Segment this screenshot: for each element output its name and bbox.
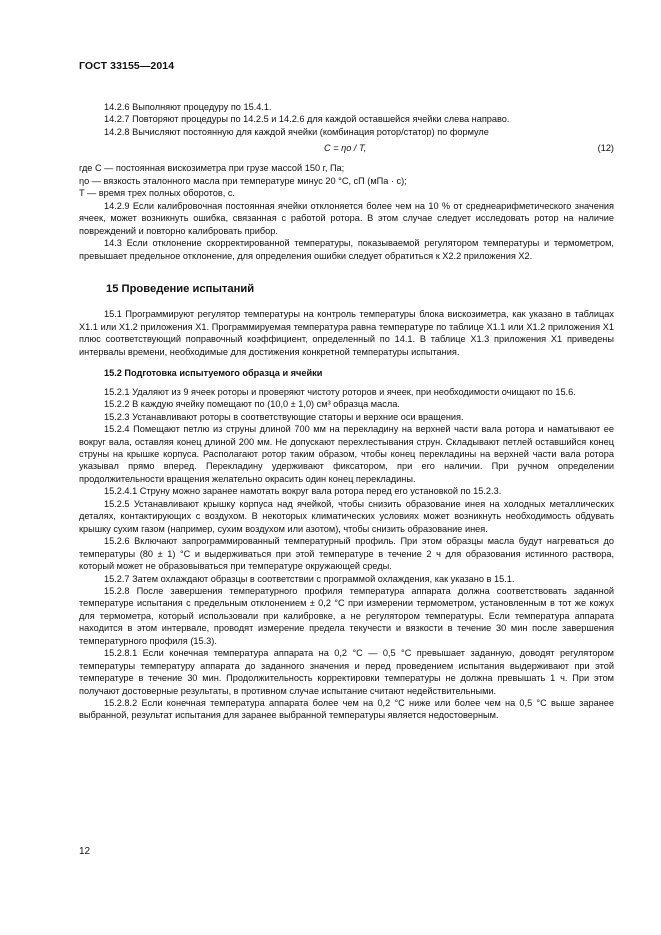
- clause-15-1: 15.1 Программируют регулятор температуры на контроль температуры блока вискозиметра, как указано в таблицах Х1.1 или Х1.2 приложения Х1. Программируемая температура равна температуре по таблице Х1.1 или Х1.2 приложения Х1 плюс соответствующий поправочный коэффициент, определенный по 14.1. В таблице Х1.3 приложения Х1 приведены интервалы времени, необходимые для достижения конкретной температуры испытания.: [79, 309, 614, 357]
- formula-12: [79, 141, 614, 158]
- subsection-heading-15-2: 15.2 Подготовка испытуемого образца и ячейки: [104, 368, 323, 379]
- clause-14-2-9: 14.2.9 Если калибровочная постоянная ячейки отклоняется более чем на 10 % от среднеарифметического значения ячеек, может возникнуть ошибка, связанная с работой ротора. В этом случае следует исследовать ротор на наличие повреждений и повторно калибровать прибор.: [79, 200, 614, 236]
- formula-expression: C = ηο / T,: [324, 143, 367, 154]
- clause-15-2-4: 15.2.4 Помещают петлю из струны длиной 700 мм на перекладину на верхней части вала ротора и наматывают ее вокруг вала, оставляя конец длиной 200 мм. Не допускают перехлестывания струн. Складывают петлей оставшийся конец струны на крышке корпуса. Располагают ротор таким образом, чтобы конец перекладины на верхней части вала ротора указывал прямо вперед. Перекладину удерживают фиксатором, при его наличии. При ручном определении продолжительности вращения желательно окрасить один конец перекладины.: [79, 424, 614, 484]
- legend-eta: ηο — вязкость эталонного масла при температуре минус 20 °С, сП (мПа · с);: [79, 175, 407, 186]
- clause-15-2-8-1: 15.2.8.1 Если конечная температура аппарата на 0,2 °С — 0,5 °С превышает заданную, доводят регулятором температуры температуру аппарата до заданного значения и перед проведением испытания выдерживают при этой температуре в течение 30 мин. Продолжительность корректировки температуры не должна превышать 1 ч. При этом получают достоверные результаты, в противном случае испытание считают недействительными.: [79, 648, 614, 696]
- clause-15-2-1: 15.2.1 Удаляют из 9 ячеек роторы и проверяют чистоту роторов и ячеек, при необходимости очищают по 15.6.: [104, 386, 576, 397]
- document-header: ГОСТ 33155—2014: [79, 60, 175, 72]
- clause-15-2-4-1: 15.2.4.1 Струну можно заранее намотать вокруг вала ротора перед его установкой по 15.2.3.: [104, 486, 502, 497]
- section-heading-15: 15 Проведение испытаний: [106, 282, 255, 295]
- formula-legend: [79, 162, 614, 199]
- page-number: 12: [79, 846, 91, 857]
- clause-14-3: 14.3 Если отклонение скорректированной температуры, показываемой регулятором температуры и термометром, превышает предельное отклонение, для определения ошибки следует обратиться к Х2.2 приложения Х2.: [79, 238, 614, 261]
- legend-t: T — время трех полных оборотов, с.: [79, 188, 235, 199]
- clause-14-2-6: 14.2.6 Выполняют процедуру по 15.4.1.: [104, 102, 272, 112]
- clause-15-2-6: 15.2.6 Включают запрограммированный температурный профиль. При этом образцы масла будут нагреваться до температуры (80 ± 1) °С и выдерживаться при этой температуре в течение 2 ч для образования истинного раствора, который может не образовываться при температуре окружающей среды.: [79, 536, 614, 572]
- legend-c: где C — постоянная вискозиметра при грузе массой 150 г, Па;: [79, 163, 345, 174]
- clause-15-2-5: 15.2.5 Устанавливают крышку корпуса над ячейкой, чтобы снизить образование инея на холодных металлических деталях, контактирующих с воздухом. В некоторых климатических условиях может возникнуть необходимость обдувать крышку сухим газом (например, сухим воздухом или азотом), чтобы снизить образование инея.: [79, 498, 614, 534]
- clause-15-2-8: 15.2.8 После завершения температурного профиля температура аппарата должна соответствовать заданной температуре испытания с предельным отклонением ± 0,2 °С при измерении термометром, установленным в тот же кожух для термометра, который использовали при калибровке, а не регулятором температуры. Если температура аппарата находится в этом интервале, проводят измерение предела текучести и вязкости в течение 30 мин после завершения температурного профиля (15.3).: [79, 585, 614, 646]
- formula-number: (12): [597, 143, 614, 154]
- clause-15-2-3: 15.2.3 Устанавливают роторы в соответствующие статоры и верхние оси вращения.: [104, 411, 464, 422]
- clause-14-2-7: 14.2.7 Повторяют процедуры по 14.2.5 и 14.2.6 для каждой оставшейся ячейки слева направо.: [104, 114, 510, 125]
- clause-15-2-2: 15.2.2 В каждую ячейку помещают по (10,0 ± 1,0) см³ образца масла.: [104, 399, 400, 410]
- clause-15-2-7: 15.2.7 Затем охлаждают образцы в соответствии с программой охлаждения, как указано в 15.1.: [104, 573, 515, 584]
- document-body: [79, 101, 614, 722]
- clause-15-2-8-2: 15.2.8.2 Если конечная температура аппарата более чем на 0,2 °С ниже или более чем на 0,5 °С выше заранее выбранной, результат испытания для заранее выбранной температуры является недостоверным.: [79, 698, 614, 721]
- clause-14-2-8: 14.2.8 Вычисляют постоянную для каждой ячейки (комбинация ротор/статор) по формуле: [104, 126, 489, 137]
